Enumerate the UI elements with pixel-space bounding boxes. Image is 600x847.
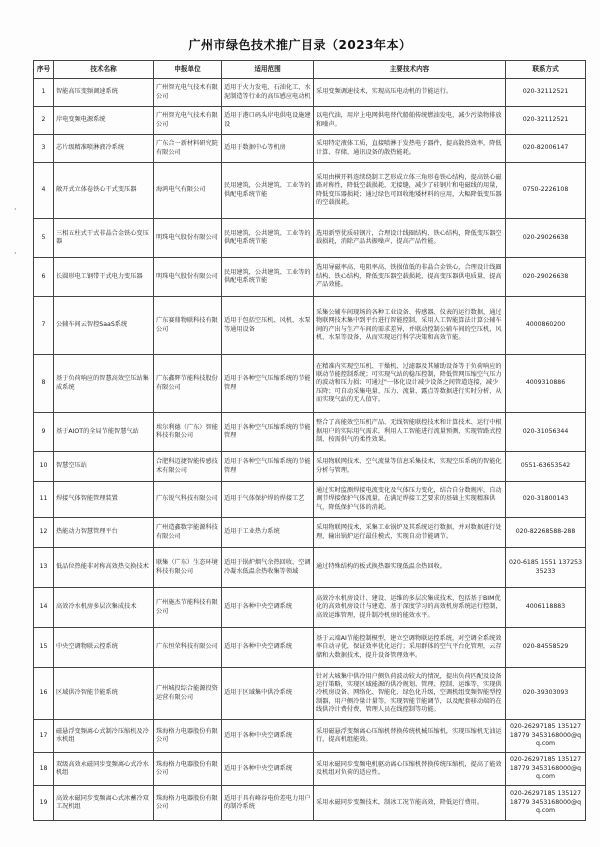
- row-number: 4: [34, 163, 54, 219]
- technology-name: 公辅车间云智控SaaS系统: [54, 297, 154, 355]
- row-number: 12: [34, 518, 54, 548]
- technical-content: 通过特殊结构的板式换热器实现低温余热回收。: [314, 548, 506, 588]
- table-header-row: [34, 61, 586, 79]
- header-contact: 联系方式: [506, 61, 586, 79]
- contact-info: 020-32112521: [506, 107, 586, 135]
- margin-mark: ·: [14, 205, 17, 214]
- technical-content: 选用导磁率高、电阻率高、铁损值低的非晶合金铁心，合理设计线圈结构、铁心结构，降低变压器空载损耗，提高变压器供电质量，提高产品效能。: [314, 258, 506, 297]
- table-row: [34, 452, 586, 482]
- applicant-unit: 广州造鑫数字能源科技有限公司: [154, 518, 222, 548]
- application-scope: 适用于各种空气压缩系统的节能管理: [222, 452, 314, 482]
- applicant-unit: 合肥科迈捷智能传感技术有限公司: [154, 452, 222, 482]
- technology-name: 磁悬浮变频离心式制冷压缩机及冷水机组: [54, 720, 154, 753]
- table-row: [34, 588, 586, 628]
- technology-name: 三相五柱式干式非晶合金铁心变压器: [54, 219, 154, 258]
- technology-name: 高效冷水机房多层次集成技术: [54, 588, 154, 628]
- applicant-unit: 明珠电气股份有限公司: [154, 258, 222, 297]
- table-row: [34, 720, 586, 753]
- row-number: 5: [34, 219, 54, 258]
- application-scope: 适用于锅炉烟气余热回收、空调冷凝水低温余热收集等领域: [222, 548, 314, 588]
- table-row: [34, 297, 586, 355]
- contact-info: 020-32112521: [506, 79, 586, 107]
- applicant-unit: 广东合一新材料研究院有限公司: [154, 135, 222, 163]
- applicant-unit: 广州城投综合能源投资运营有限公司: [154, 668, 222, 720]
- contact-info: 020-26297185 13512718779 3453168000@qq.com: [506, 753, 586, 786]
- applicant-unit: 联集（广东）生态环境科技有限公司: [154, 548, 222, 588]
- applicant-unit: 广东赛鼎物联科技有限公司: [154, 297, 222, 355]
- row-number: 16: [34, 668, 54, 720]
- technology-name: 中央空调物联云控系统: [54, 628, 154, 668]
- table-row: [34, 482, 586, 518]
- table-row: [34, 413, 586, 452]
- technology-name: 高效永磁同步变频离心式冰蓄冷双工况机组: [54, 786, 154, 821]
- header-no: 序号: [34, 61, 54, 79]
- application-scope: 适用于港口码头岸电供电设施建设: [222, 107, 314, 135]
- technology-name: 基于AIOT的全局节能智慧气站: [54, 413, 154, 452]
- technical-content: 在精准内实现空压机、干燥机、过滤器及其辅助设备等于负荷响应的联动节能控制系统；可实现气站的稳压控制，降低管网压缩空气压力的波动和压力损；可通过"一体化设计减少设备之间管道连接，减少压降；可自动采集电量、压力、流量、露点等数据进行实时分析，从而实现气站的无人值守。: [314, 355, 506, 413]
- table-row: [34, 628, 586, 668]
- technology-name: 焊接气体智能管理装置: [54, 482, 154, 518]
- technical-content: 采用变频调速技术，实现高压电动机的节能运行。: [314, 79, 506, 107]
- applicant-unit: 广东恒荣科技有限公司: [154, 628, 222, 668]
- applicant-unit: 海鸿电气有限公司: [154, 163, 222, 219]
- table-row: [34, 753, 586, 786]
- applicant-unit: 珠海格力电器股份有限公司: [154, 786, 222, 821]
- application-scope: 适用于气体保护焊的焊接工艺: [222, 482, 314, 518]
- application-scope: 适用于火力发电、石油化工、水泥制造等行业的高压感应电动机: [222, 79, 314, 107]
- table-row: [34, 219, 586, 258]
- technology-name: 低品位热能非对称高效热交换技术: [54, 548, 154, 588]
- technology-name: 双级高效永磁同步变频离心式冷水机组: [54, 753, 154, 786]
- application-scope: 适用于各种空气压缩系统的节能管理: [222, 355, 314, 413]
- contact-info: 020-82268588-288: [506, 518, 586, 548]
- row-number: 6: [34, 258, 54, 297]
- technology-name: 岸电变频电源系统: [54, 107, 154, 135]
- margin-mark: ·: [14, 249, 17, 258]
- row-number: 19: [34, 786, 54, 821]
- technical-content: 采用特定液体工质，直接喷淋于发热电子器件，提高散热效率，降低计算、存储、通讯设备的散热能耗。: [314, 135, 506, 163]
- row-number: 13: [34, 548, 54, 588]
- technical-content: 以电代油，用岸上电网供电替代船舶传统燃油发电，减少污染物排放和噪声。: [314, 107, 506, 135]
- row-number: 8: [34, 355, 54, 413]
- row-number: 11: [34, 482, 54, 518]
- technology-name: 智能高压变频调速系统: [54, 79, 154, 107]
- applicant-unit: 珠海格力电器股份有限公司: [154, 753, 222, 786]
- row-number: 18: [34, 753, 54, 786]
- technical-content: 高效冷水机房设计、建设、运维的多层次集成技术，包括基于BIM优化的高效机房设计与建造、基于深度学习的高效机房系统运行控制，高效运维管理，提升制冷机房的能效水平。: [314, 588, 506, 628]
- header-content: 主要技术内容: [314, 61, 506, 79]
- table-row: [34, 355, 586, 413]
- table-row: [34, 135, 586, 163]
- applicant-unit: 广东鑫辉节能科技股份有限公司: [154, 355, 222, 413]
- table-row: [34, 163, 586, 219]
- technical-content: 采用物联网技术，采集工业锅炉及其系统运行数据，并对数据进行处理，输出锅炉运行最佳模式，实现自动节能调节。: [314, 518, 506, 548]
- technical-content: 采集公辅车间现场的各种工业设备、传感器、仪表的运行数据，通过物联网技术集中到平台进行智能控制，采用人工智能算法计算公辅车间的产出与生产车间的需求差异，并联动控制公辅车间的空压机、风机、水泵等设备，从而实现运行科学决策和高效节能。: [314, 297, 506, 355]
- technology-name: 热能动力智慧管理平台: [54, 518, 154, 548]
- technical-content: 通过实时监测焊接电流变化及气体压力变化，结合自分数规库，自动调节焊接保护气体流量，在满足焊接工艺要求的基础上实现精准供气，降低保护气体的消耗。: [314, 482, 506, 518]
- table-row: [34, 79, 586, 107]
- table-row: [34, 786, 586, 821]
- catalog-table: [33, 60, 586, 821]
- contact-info: 020-6185 1551 13725335233: [506, 548, 586, 588]
- application-scope: 适用于各种中央空调系统: [222, 628, 314, 668]
- application-scope: 适用于各种中央空调系统: [222, 753, 314, 786]
- application-scope: 适用于具有峰谷电价差电力用户的制冷系统: [222, 786, 314, 821]
- contact-info: 0750-2226108: [506, 163, 586, 219]
- technology-name: 智慧空压站: [54, 452, 154, 482]
- application-scope: 适用于工业热力系统: [222, 518, 314, 548]
- application-scope: 适用于区域集中供冷系统: [222, 668, 314, 720]
- application-scope: 适用于各种中央空调系统: [222, 720, 314, 753]
- contact-info: 020-29026638: [506, 258, 586, 297]
- technology-name: 芯片级精准喷淋液冷系统: [54, 135, 154, 163]
- contact-info: 0551-63653542: [506, 452, 586, 482]
- contact-info: 4006118883: [506, 588, 586, 628]
- row-number: 10: [34, 452, 54, 482]
- applicant-unit: 珠海格力电器股份有限公司: [154, 720, 222, 753]
- row-number: 1: [34, 79, 54, 107]
- row-number: 3: [34, 135, 54, 163]
- technical-content: 采用磁悬浮变频离心压缩机替换传统机械压缩机，实现压缩机无油运行，提高机组能效。: [314, 720, 506, 753]
- technical-content: 采用永磁同步变频技术，制冰工况节能高效，降低运行费用。: [314, 786, 506, 821]
- contact-info: 020-29026638: [506, 219, 586, 258]
- technology-name: 基于负荷响应的智慧高效空压站集成系统: [54, 355, 154, 413]
- table-row: [34, 668, 586, 720]
- row-number: 7: [34, 297, 54, 355]
- contact-info: 020-26297185 13512718779 3453168000@qq.com: [506, 720, 586, 753]
- technology-name: 长圆形电工钢带干式电力变压器: [54, 258, 154, 297]
- contact-info: 020-82006147: [506, 135, 586, 163]
- contact-info: 4009310886: [506, 355, 586, 413]
- application-scope: 适用于数据中心等机房: [222, 135, 314, 163]
- row-number: 2: [34, 107, 54, 135]
- application-scope: 民用建筑，公共建筑、工业等的供配电系统节能: [222, 219, 314, 258]
- applicant-unit: 明珠电气股份有限公司: [154, 219, 222, 258]
- technology-name: 敞开式立体卷铁心干式变压器: [54, 163, 154, 219]
- contact-info: 020-39303093: [506, 668, 586, 720]
- applicant-unit: 广州施杰节能科技有限公司: [154, 588, 222, 628]
- technical-content: 采用永磁同步变频电机驱动离心压缩机替换传统压缩机，提高了能效及机组对负荷的适应性。: [314, 753, 506, 786]
- technical-content: 整合了高能效空压机产品、无线智能联控技术和计算技术、运行中根据用户的实际用气需求，利用人工智能进行流量预测，实现管路式控制、按需供气的柔性效果。: [314, 413, 506, 452]
- table-row: [34, 107, 586, 135]
- application-scope: 民用建筑，公共建筑、工业等的供配电系统节能: [222, 163, 314, 219]
- application-scope: 适用于各种中央空调系统: [222, 588, 314, 628]
- row-number: 17: [34, 720, 54, 753]
- applicant-unit: 埃尔利德（广东）智能科技有限公司: [154, 413, 222, 452]
- technical-content: 采用物联网技术、空气流量等信息采集技术，实现空压系统的智能化分析与管理。: [314, 452, 506, 482]
- table-row: [34, 548, 586, 588]
- contact-info: 020-31056344: [506, 413, 586, 452]
- application-scope: 适用于包括空压机、风机、水泵等通用设备: [222, 297, 314, 355]
- technical-content: 基于云端AI节能控制模型，建立空调物联运控系统，对空调全系统效率自动寻优，保证效率优化运行；采用群体的空气平台化管理，云存储和大数据技术，提升设备管理效率。: [314, 628, 506, 668]
- applicant-unit: 广州智光电气技术有限公司: [154, 107, 222, 135]
- application-scope: 适用于各种空气压缩系统的节能管理: [222, 413, 314, 452]
- applicant-unit: 广州智光电气技术有限公司: [154, 79, 222, 107]
- document-title: 广州市绿色技术推广目录（2023年本）: [188, 38, 412, 52]
- application-scope: 民用建筑，公共建筑、工业等的供配电系统节能: [222, 258, 314, 297]
- contact-info: 020-31800143: [506, 482, 586, 518]
- contact-info: 020-84558529: [506, 628, 586, 668]
- table-row: [34, 258, 586, 297]
- row-number: 15: [34, 628, 54, 668]
- technology-name: 区域供冷智能节能系统: [54, 668, 154, 720]
- technical-content: 采用由横开料连续绕制工艺形成立体三角形卷铁心结构，提高铁心磁路对称性，降低空载损耗，无接缝，减少了硅钢片和电磁线的用量，降低变压器损耗；通过绿色可回收地矮材料的应用，大幅降低变压器的空载损耗。: [314, 163, 506, 219]
- row-number: 14: [34, 588, 54, 628]
- technical-content: 选用新型优质硅钢片，合理设计线圈结构、铁心结构，降低变压器空载损耗，消除产品共振噪声，提高产品性能。: [314, 219, 506, 258]
- technical-content: 针对大城集中供冷用户侧负荷波动较大的情况，提出负荷匹配及设备运行策略，实现区域能源的供冷规划、管理、控制、运维等，实现供冷机房设备、网络化、智能化、绿色化升级，空调机组变频智能型控制器，用户侧冷量计量等，实现智能节能调节，以及配套移动端的在线供冷计费付费，管理人员在线控制等功能。: [314, 668, 506, 720]
- row-number: 9: [34, 413, 54, 452]
- contact-info: 020-26297185 13512718779 3453168000@qq.com: [506, 786, 586, 821]
- contact-info: 4000860200: [506, 297, 586, 355]
- header-name: 技术名称: [54, 61, 154, 79]
- header-unit: 申报单位: [154, 61, 222, 79]
- applicant-unit: 广东锐气科技有限公司: [154, 482, 222, 518]
- header-scope: 适用范围: [222, 61, 314, 79]
- table-row: [34, 518, 586, 548]
